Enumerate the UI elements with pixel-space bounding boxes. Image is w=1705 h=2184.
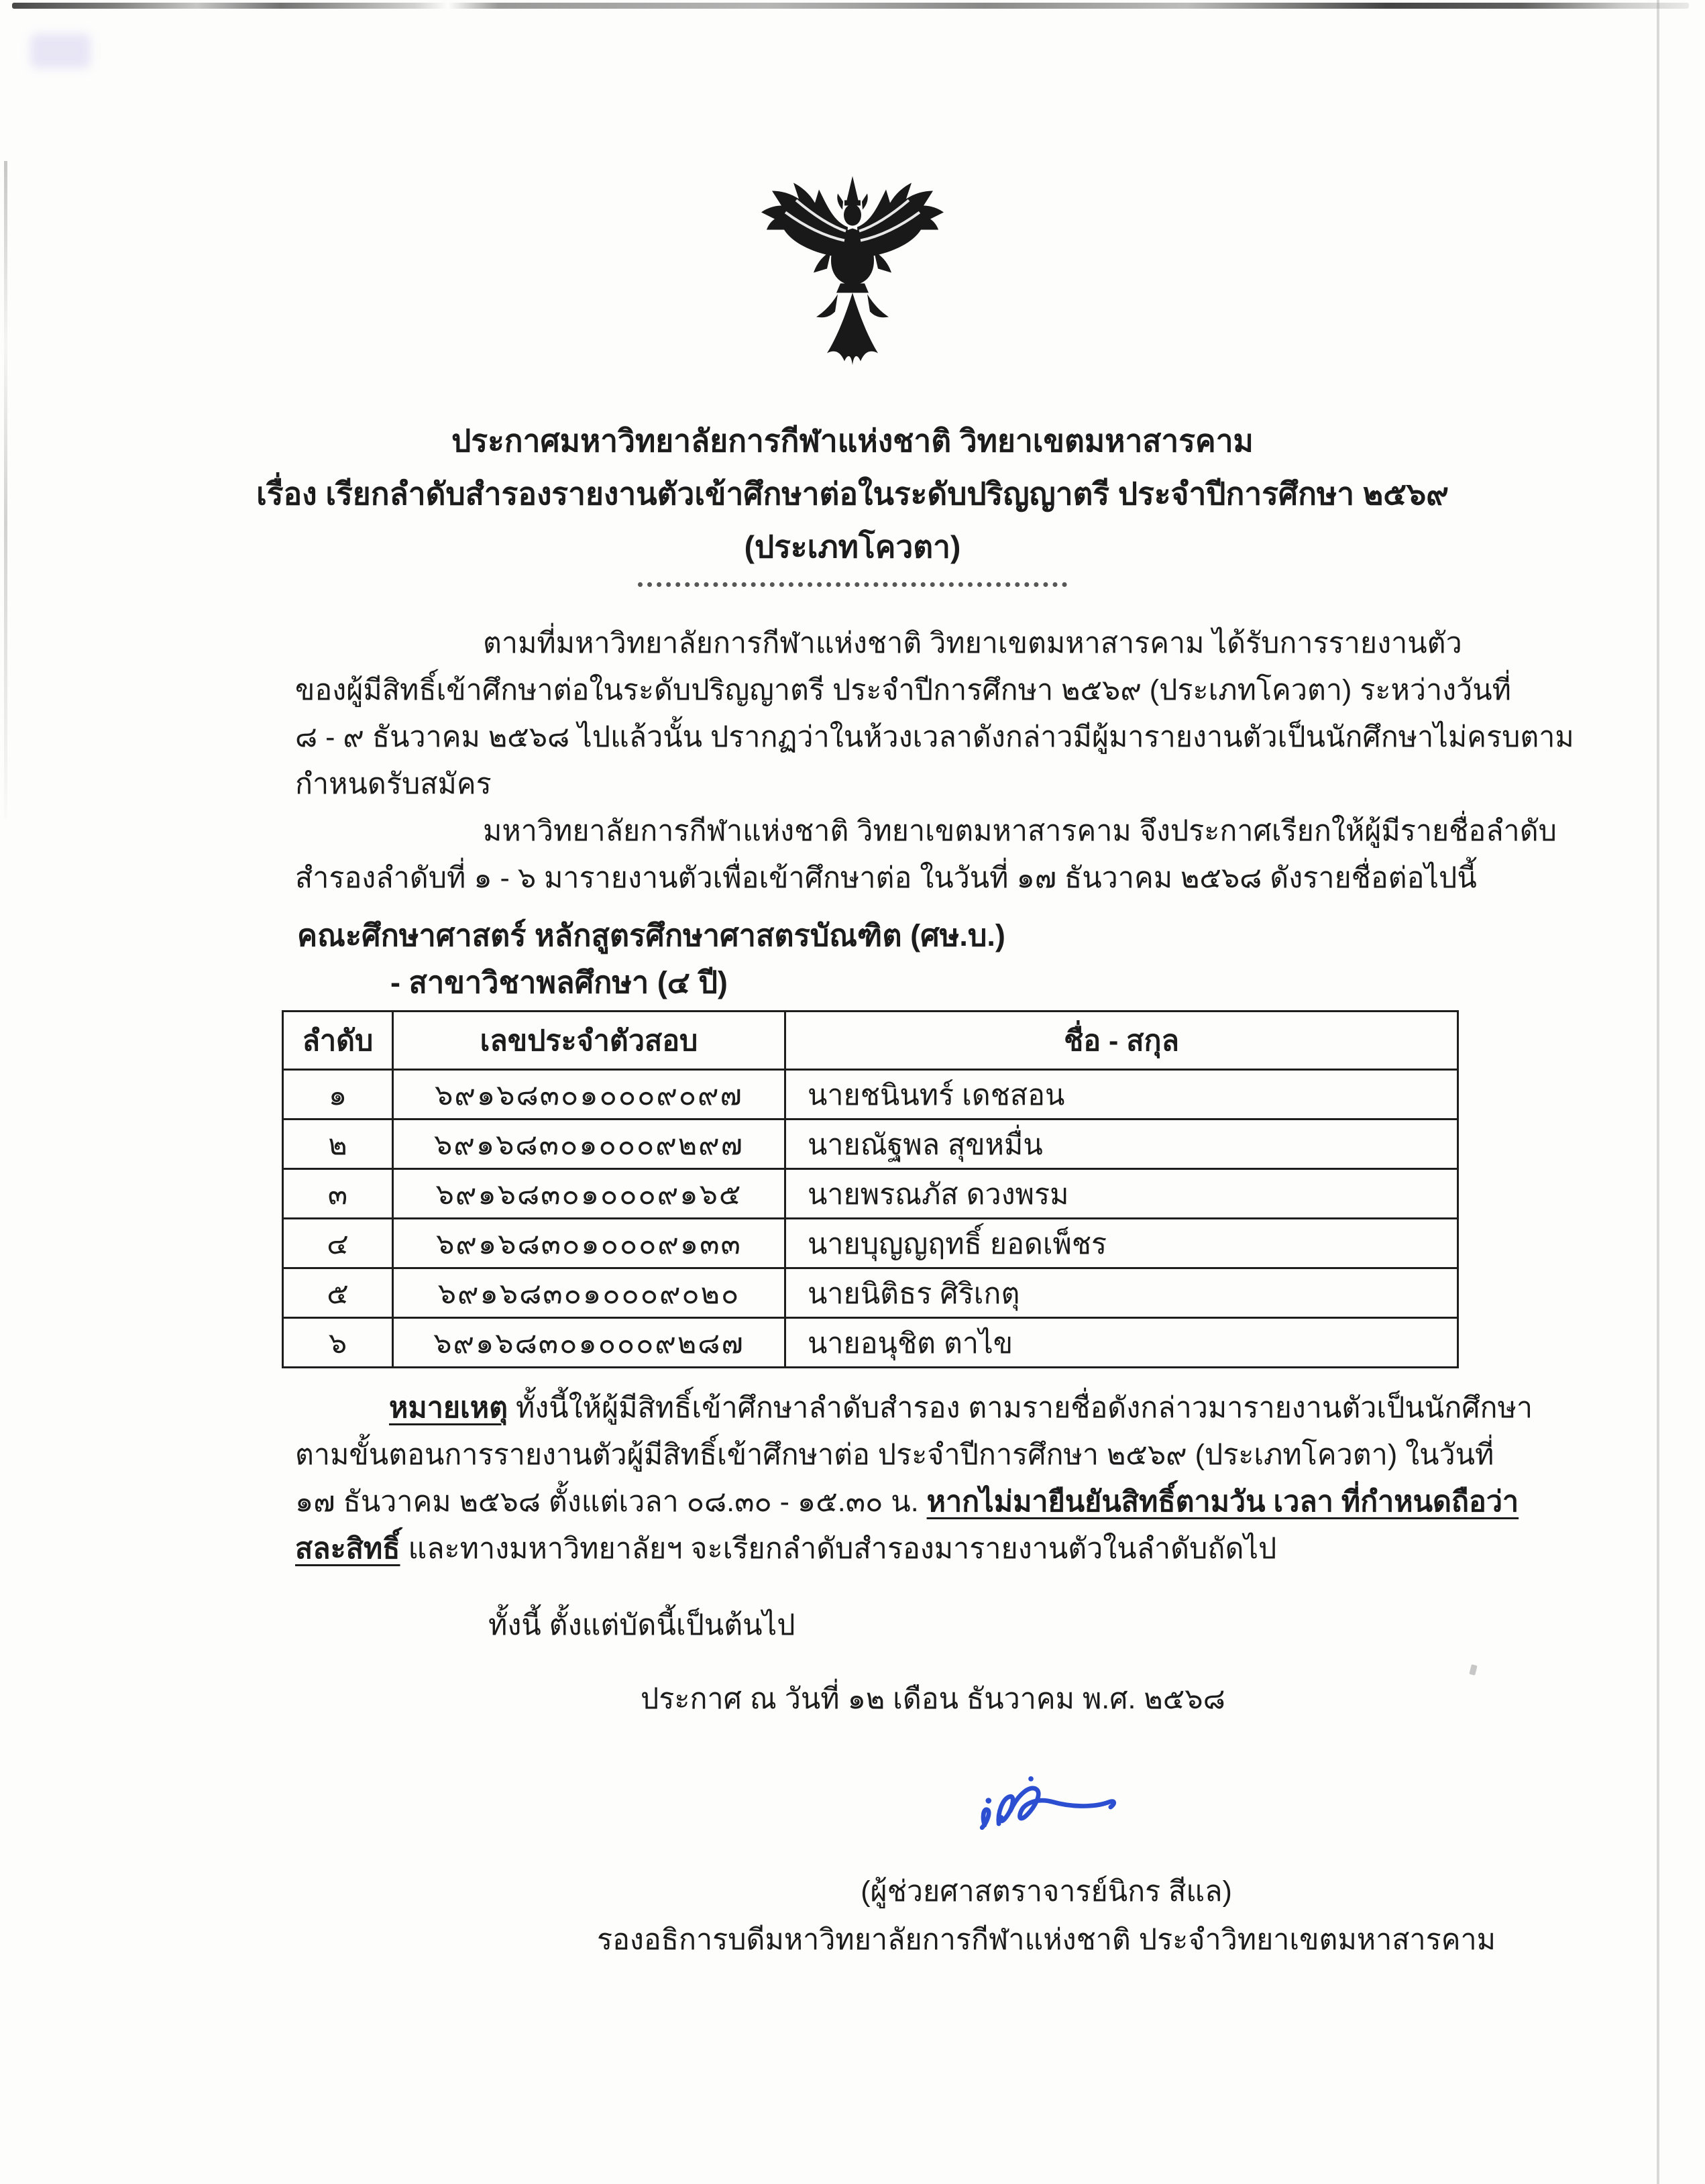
col-header-no: ลำดับ — [283, 1012, 393, 1070]
candidates-table — [282, 1010, 1459, 1368]
remark-label: หมายเหตุ — [389, 1392, 508, 1424]
paragraph-line: ๘ - ๙ ธันวาคม ๒๕๖๘ ไปแล้วนั้น ปรากฏว่าในห้วงเวลาดังกล่าวมีผู้มารายงานตัวเป็นนักศึกษาไม่ครบตาม — [295, 721, 1574, 753]
scan-smudge-artifact — [30, 34, 91, 68]
garuda-emblem-icon — [752, 169, 953, 394]
remark-line — [295, 1478, 1519, 1525]
faculty-heading: คณะศึกษาศาสตร์ หลักสูตรศึกษาศาสตรบัณฑิต (ศษ.บ.) — [297, 918, 1005, 952]
announcement-title-block — [0, 415, 1705, 574]
cell-exam-id: ๖๙๑๖๘๓๐๑๐๐๐๙๒๘๗ — [393, 1318, 785, 1368]
table-row — [283, 1070, 1458, 1120]
table-row — [283, 1120, 1458, 1169]
remark-text: ทั้งนี้ให้ผู้มีสิทธิ์เข้าศึกษาลำดับสำรอง ตามรายชื่อดังกล่าวมารายงานตัวเป็นนักศึกษา — [508, 1392, 1533, 1424]
table-row — [283, 1219, 1458, 1268]
paragraph-line: มหาวิทยาลัยการกีฬาแห่งชาติ วิทยาเขตมหาสารคาม จึงประกาศเรียกให้ผู้มีรายชื่อลำดับ — [483, 815, 1557, 847]
cell-no: ๒ — [283, 1120, 393, 1169]
col-header-exam-id: เลขประจำตัวสอบ — [393, 1012, 785, 1070]
signer-name: (ผู้ช่วยศาสตราจารย์นิกร สีแล) — [861, 1875, 1232, 1908]
cell-no: ๓ — [283, 1169, 393, 1219]
scan-right-edge-artifact — [1657, 0, 1659, 2184]
remark-paragraph — [295, 1384, 1533, 1572]
title-line-type: (ประเภทโควตา) — [744, 529, 961, 564]
signer-block — [389, 1867, 1704, 1964]
remark-line: ตามขั้นตอนการรายงานตัวผู้มีสิทธิ์เข้าศึกษาต่อ ประจำปีการศึกษา ๒๕๖๙ (ประเภทโควตา) ในวันที่ — [295, 1439, 1494, 1471]
table-row — [283, 1268, 1458, 1318]
remark-text: และทางมหาวิทยาลัยฯ จะเรียกลำดับสำรองมารายงานตัวในลำดับถัดไป — [400, 1533, 1277, 1565]
cell-no: ๕ — [283, 1268, 393, 1318]
paragraph-line: สำรองลำดับที่ ๑ - ๖ มารายงานตัวเพื่อเข้าศึกษาต่อ ในวันที่ ๑๗ ธันวาคม ๒๕๖๘ ดังรายชื่อต่อไปนี้ — [295, 862, 1477, 894]
cell-no: ๔ — [283, 1219, 393, 1268]
announcement-date-line: ประกาศ ณ วันที่ ๑๒ เดือน ธันวาคม พ.ศ. ๒๕๖๘ — [641, 1683, 1225, 1715]
scan-top-edge-artifact — [12, 3, 1689, 9]
scan-speck-artifact — [1469, 1664, 1477, 1676]
cell-no: ๑ — [283, 1070, 393, 1120]
cell-name: นายนิติธร ศิริเกตุ — [785, 1268, 1458, 1318]
title-line-org: ประกาศมหาวิทยาลัยการกีฬาแห่งชาติ วิทยาเขตมหาสารคาม — [451, 423, 1254, 458]
col-header-name: ชื่อ - สกุล — [785, 1012, 1458, 1070]
cell-name: นายพรณภัส ดวงพรม — [785, 1169, 1458, 1219]
cell-exam-id: ๖๙๑๖๘๓๐๑๐๐๐๙๑๓๓ — [393, 1219, 785, 1268]
major-heading: - สาขาวิชาพลศึกษา (๔ ปี) — [390, 965, 728, 999]
paragraph-line: ของผู้มีสิทธิ์เข้าศึกษาต่อในระดับปริญญาตรี ประจำปีการศึกษา ๒๕๖๙ (ประเภทโควตา) ระหว่างวันที่ — [295, 674, 1512, 706]
title-line-subject: เรื่อง เรียกลำดับสำรองรายงานตัวเข้าศึกษาต่อในระดับปริญญาตรี ประจำปีการศึกษา ๒๕๖๙ — [256, 476, 1449, 511]
signature-ink-image — [969, 1768, 1123, 1849]
cell-no: ๖ — [283, 1318, 393, 1368]
cell-name: นายชนินทร์ เดชสอน — [785, 1070, 1458, 1120]
cell-exam-id: ๖๙๑๖๘๓๐๑๐๐๐๙๒๙๗ — [393, 1120, 785, 1169]
remark-underlined-forfeit: สละสิทธิ์ — [295, 1533, 400, 1565]
paragraph-line: ตามที่มหาวิทยาลัยการกีฬาแห่งชาติ วิทยาเขตมหาสารคาม ได้รับการรายงานตัว — [483, 627, 1462, 659]
remark-line — [295, 1525, 1476, 1572]
signer-title: รองอธิการบดีมหาวิทยาลัยการกีฬาแห่งชาติ ประจำวิทยาเขตมหาสารคาม — [596, 1924, 1496, 1956]
cell-name: นายณัฐพล สุขหมื่น — [785, 1120, 1458, 1169]
cell-exam-id: ๖๙๑๖๘๓๐๑๐๐๐๙๐๒๐ — [393, 1268, 785, 1318]
cell-name: นายอนุชิต ตาไข — [785, 1318, 1458, 1368]
intro-paragraph — [295, 620, 1574, 808]
dotted-divider — [638, 582, 1067, 587]
call-paragraph — [295, 808, 1557, 902]
remark-line — [295, 1384, 1533, 1431]
table-row — [283, 1169, 1458, 1219]
paragraph-line: กำหนดรับสมัคร — [295, 768, 492, 800]
table-row — [283, 1318, 1458, 1368]
cell-name: นายบุญญฤทธิ์ ยอดเพ็ชร — [785, 1219, 1458, 1268]
cell-exam-id: ๖๙๑๖๘๓๐๑๐๐๐๙๑๖๕ — [393, 1169, 785, 1219]
remark-underlined-warning: หากไม่มายืนยันสิทธิ์ตามวัน เวลา ที่กำหนดถือว่า — [926, 1486, 1519, 1518]
remark-text: ๑๗ ธันวาคม ๒๕๖๘ ตั้งแต่เวลา ๐๘.๓๐ - ๑๕.๓๐ น. — [295, 1486, 927, 1518]
cell-exam-id: ๖๙๑๖๘๓๐๑๐๐๐๙๐๙๗ — [393, 1070, 785, 1120]
table-header-row — [283, 1012, 1458, 1070]
effective-line: ทั้งนี้ ตั้งแต่บัดนี้เป็นต้นไป — [488, 1609, 795, 1641]
